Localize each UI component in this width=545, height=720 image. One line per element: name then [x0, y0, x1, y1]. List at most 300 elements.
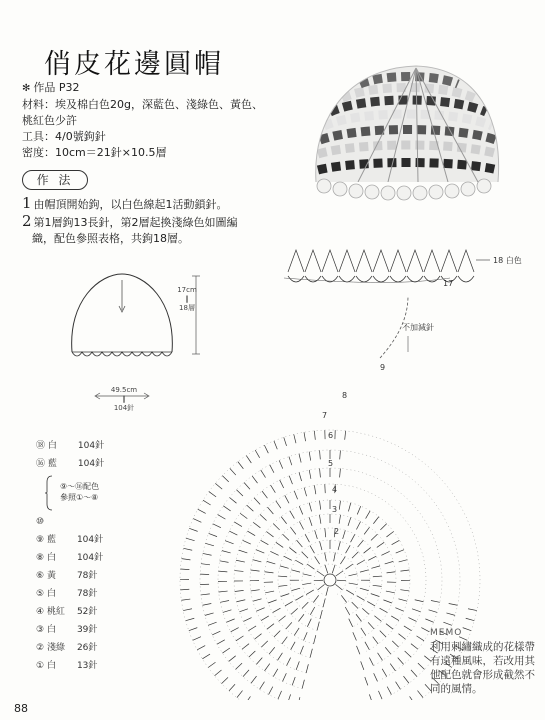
stitch-mark [302, 583, 311, 584]
stitch-mark [236, 560, 245, 562]
stitch-mark [183, 548, 192, 550]
no-change-label: 不加減針 [402, 323, 434, 332]
stitch-mark [242, 644, 249, 650]
stitch-mark [253, 522, 260, 527]
stitch-mark [404, 626, 412, 631]
stitch-mark [415, 600, 424, 602]
round-number: ① [36, 661, 45, 671]
round-color: 白 [47, 441, 57, 451]
stitch-mark [320, 541, 322, 550]
step-2-number: 2 [22, 212, 32, 230]
hat-photo [298, 64, 508, 202]
round-count: 26針 [76, 643, 98, 653]
stitch-mark [314, 431, 315, 440]
stitch-mark [201, 564, 210, 565]
stitch-mark [385, 647, 391, 654]
stitch-mark [264, 445, 268, 453]
stitch-mark [403, 676, 408, 683]
stitch-mark [365, 642, 369, 650]
stitch-mark [256, 608, 264, 612]
stitch-mark [281, 594, 290, 597]
edge-scallop [373, 276, 389, 282]
stitch-mark [220, 601, 229, 603]
stitch-mark [267, 561, 276, 564]
stitch-mark [358, 540, 364, 547]
stitch-mark [383, 600, 391, 603]
stitch-mark [238, 462, 244, 469]
stitch-mark [239, 609, 247, 612]
stitch-mark [182, 559, 191, 560]
stitch-mark [325, 553, 327, 562]
stitch-mark [380, 608, 388, 612]
round-line [314, 564, 346, 595]
stitch-mark [345, 431, 346, 440]
stitch-mark [346, 564, 353, 569]
stitch-mark [247, 505, 254, 511]
stitch-mark [243, 618, 251, 622]
stitch-mark [276, 542, 283, 547]
hat-circ: 49.5cm [110, 386, 138, 394]
stitch-mark [346, 545, 351, 553]
stitch-mark [357, 560, 365, 564]
stitch-mark [243, 540, 251, 544]
round-2-label: 2 [334, 527, 340, 536]
stitch-mark [466, 618, 475, 620]
stitch-mark [309, 517, 312, 526]
stitch-mark [251, 570, 260, 571]
stitch-mark [261, 540, 269, 544]
stitch-mark [340, 468, 341, 477]
stitch-mark [261, 470, 266, 478]
stitch-mark [345, 607, 349, 615]
stitch-mark [373, 637, 378, 644]
stitch-mark [339, 515, 340, 524]
round-number: ⑥ [36, 571, 45, 581]
round-color: 白 [46, 661, 56, 671]
stitch-mark [299, 454, 301, 463]
stitch-mark [396, 682, 401, 690]
stitch-mark [326, 587, 328, 596]
asterisk-icon: ✻ [22, 83, 31, 94]
stitch-mark [364, 548, 371, 554]
stitch-mark [361, 661, 364, 669]
stitch-mark [223, 610, 232, 613]
stitch-mark [304, 488, 306, 497]
stitch-mark [279, 460, 283, 468]
stitch-mark [315, 530, 318, 539]
stitch-mark [230, 468, 236, 475]
stitch-mark [309, 503, 311, 512]
stitch-mark [273, 669, 278, 677]
stitch-mark [405, 651, 412, 657]
round-color: 白 [46, 625, 56, 635]
stitch-mark [261, 616, 269, 621]
row-18-label: 18 白色 [493, 256, 522, 265]
stitch-mark [278, 576, 287, 577]
stitch-mark [349, 619, 353, 627]
stitch-mark [220, 561, 229, 563]
chart-edge-pattern [284, 250, 474, 283]
stitch-mark [240, 513, 247, 518]
round-5-label: 5 [328, 459, 334, 468]
stitch-mark [315, 557, 320, 565]
page-number: 88 [14, 702, 28, 715]
round-line [250, 500, 410, 657]
stitch-mark [371, 566, 380, 568]
stitch-mark [243, 670, 249, 677]
stitch-mark [374, 673, 378, 681]
stitch-mark [468, 609, 477, 611]
stitch-mark [235, 590, 244, 591]
color-legend [36, 437, 104, 675]
stitch-mark [381, 551, 389, 555]
stitch-mark [229, 531, 237, 535]
legend-row [36, 455, 104, 473]
stitch-mark [411, 644, 418, 650]
stitch-mark [325, 565, 328, 574]
hat-circumference-label: 49.5cm ‖ 104針 [104, 386, 144, 413]
stitch-mark [209, 492, 216, 497]
stitch-mark [249, 651, 256, 657]
stitch-mark [386, 624, 393, 630]
round-count: 104針 [77, 441, 105, 451]
round-number: ② [36, 643, 45, 653]
edge-stitch [458, 250, 474, 272]
legend-row [36, 603, 104, 621]
round-line [200, 450, 460, 700]
stitch-mark [237, 691, 243, 698]
stitch-mark [215, 670, 222, 676]
stitch-mark [253, 560, 262, 562]
stitch-mark [395, 608, 403, 612]
stitch-mark [252, 476, 257, 483]
stitch-mark [385, 561, 394, 564]
stitch-mark [289, 476, 292, 484]
stitch-mark [349, 583, 358, 584]
stitch-mark [197, 646, 205, 650]
stitch-mark [367, 601, 375, 605]
stitch-mark [410, 696, 415, 700]
stitch-mark [348, 503, 350, 512]
stitch-mark [283, 673, 287, 681]
stitch-mark [202, 654, 210, 659]
stitch-mark [360, 570, 369, 572]
stitch-mark [248, 626, 256, 631]
round-line [234, 484, 426, 673]
legend-row [36, 657, 104, 675]
stitch-mark [253, 599, 262, 601]
stitch-mark [236, 663, 243, 669]
stitch-mark [334, 553, 336, 562]
stitch-mark [304, 432, 306, 441]
stitch-mark [449, 604, 458, 606]
edge-stitch [373, 250, 389, 272]
round-line [302, 552, 358, 607]
stitch-mark [201, 594, 210, 595]
stitch-mark [356, 614, 361, 621]
round-number: ⑧ [36, 553, 45, 563]
stitch-mark [203, 500, 211, 505]
memo-line-1: 利用刺繡織成的花樣帶 [430, 641, 535, 653]
stitch-mark [208, 622, 216, 625]
stitch-mark [276, 501, 281, 508]
stitch-mark [352, 602, 358, 608]
stitch-mark [281, 517, 286, 524]
stitch-mark [356, 522, 360, 530]
stitch-mark [222, 648, 229, 653]
stitch-mark [366, 511, 371, 519]
stitch-mark [417, 691, 423, 698]
memo-line-2: 有遠種風味，若改用其 [430, 655, 535, 667]
stitch-mark [390, 664, 395, 671]
stitch-mark [280, 566, 289, 568]
stitch-mark [209, 533, 217, 536]
stitch-mark [183, 609, 192, 611]
round-color: 黃 [46, 571, 56, 581]
edge-scallop [390, 276, 406, 282]
stitch-mark [369, 658, 373, 666]
stitch-mark [223, 506, 230, 511]
stitch-mark [292, 677, 295, 685]
legend-row-10: ⑩ [36, 517, 45, 527]
memo-line-3: 他配色就會形成截然不 [430, 669, 535, 681]
stitch-mark [317, 622, 319, 631]
stitch-mark [360, 588, 369, 590]
stitch-mark [386, 591, 395, 593]
edge-stitch [441, 250, 457, 272]
hat-height-label: 17cm ‖ 18層 [172, 286, 202, 313]
stitch-mark [387, 572, 396, 573]
stitch-mark [218, 515, 226, 520]
brace-icon [44, 475, 54, 511]
round-count: 104針 [77, 459, 105, 469]
stitch-mark [219, 591, 228, 592]
stitch-mark [306, 590, 314, 595]
stitch-mark [323, 598, 325, 607]
stitch-mark [357, 646, 360, 654]
stitch-mark [289, 548, 296, 554]
legend-row [36, 585, 104, 603]
stitch-mark [351, 534, 355, 542]
stitch-mark [429, 610, 438, 613]
stitch-mark [309, 470, 311, 479]
stitch-mark [283, 534, 289, 540]
stitch-mark [318, 584, 325, 590]
round-color: 桃紅 [46, 607, 65, 617]
round-color: 白 [46, 553, 56, 563]
stitch-mark [431, 601, 440, 603]
stitch-mark [284, 437, 287, 446]
round-3-label: 3 [332, 505, 338, 514]
stitch-mark [387, 687, 391, 695]
stitch-mark [222, 476, 228, 482]
edge-stitch [305, 250, 321, 272]
legend-row [36, 639, 104, 657]
stitch-mark [237, 600, 246, 602]
stitch-mark [374, 616, 381, 622]
round-count: 78針 [76, 589, 98, 599]
stitch-mark [341, 595, 346, 602]
stitch-mark [357, 596, 365, 601]
stitch-mark [399, 560, 408, 562]
stitch-mark [229, 656, 236, 662]
stitch-mark [208, 662, 215, 667]
round-number: ③ [36, 625, 45, 635]
stitch-mark [226, 619, 234, 622]
stitch-mark [203, 553, 212, 555]
stitch-mark [189, 628, 197, 631]
stitch-mark [289, 457, 292, 466]
stitch-mark [310, 545, 315, 553]
stitch-mark [320, 501, 321, 510]
memo-box [430, 626, 542, 696]
stitch-mark [340, 557, 345, 565]
stitch-mark [302, 680, 304, 689]
stitch-mark [274, 631, 280, 637]
legend-row [36, 531, 104, 549]
stitch-mark [273, 608, 281, 612]
stitch-mark [269, 687, 273, 695]
stitch-mark [371, 534, 377, 540]
stitch-mark [193, 519, 201, 523]
stitch-mark [288, 694, 291, 700]
edge-stitch [424, 250, 440, 272]
stitch-mark [371, 594, 380, 597]
stitch-mark [392, 641, 398, 647]
stitch-mark [302, 602, 308, 608]
round-count: 52針 [76, 607, 98, 617]
round-4-label: 4 [332, 485, 338, 494]
stitch-mark [254, 498, 260, 505]
stitch-mark [303, 574, 312, 576]
tools-line: 工具：4/0號鉤針 [22, 130, 106, 143]
stitch-mark [212, 631, 220, 635]
stitch-mark [295, 560, 303, 564]
stitch-mark [305, 534, 309, 542]
stitch-mark [425, 619, 433, 622]
stitch-mark [391, 616, 399, 621]
memo-line-4: 同的風情。 [430, 683, 483, 695]
stitch-mark [353, 632, 357, 640]
stitch-mark [335, 584, 342, 590]
center-ring [324, 574, 336, 586]
stitch-mark [368, 556, 376, 560]
stitch-mark [307, 564, 314, 569]
stitch-mark [291, 642, 295, 650]
stitch-mark [285, 601, 293, 605]
stitch-mark [340, 450, 341, 459]
stitch-mark [378, 691, 382, 699]
stitch-mark [271, 485, 276, 493]
stitch-mark [299, 522, 303, 530]
stitch-mark [297, 540, 303, 547]
stitch-mark [213, 524, 221, 528]
legend-row [36, 567, 104, 585]
stitch-mark [230, 497, 237, 503]
round-count: 78針 [76, 571, 98, 581]
edge-stitch [322, 250, 338, 272]
stitch-mark [380, 524, 386, 530]
stitch-mark [368, 622, 374, 629]
stitch-mark [408, 618, 416, 622]
method-badge: 作 法 [22, 170, 88, 190]
stitch-mark [362, 608, 369, 614]
stitch-mark [304, 632, 308, 640]
stitch-mark [369, 694, 372, 700]
stitch-mark [205, 543, 214, 546]
stitch-mark [229, 684, 235, 691]
edge-stitch [356, 250, 372, 272]
round-color: 藍 [46, 535, 56, 545]
stitch-mark [267, 624, 274, 630]
stitch-mark [417, 636, 425, 641]
stitch-mark [186, 618, 195, 620]
hat-height: 17cm [177, 286, 197, 294]
legend-row [36, 549, 104, 567]
stitch-mark [364, 527, 369, 534]
stitch-mark [280, 480, 284, 488]
stitch-mark [443, 622, 451, 625]
stitch-mark [314, 635, 316, 644]
round-color: 白 [46, 589, 56, 599]
stitch-mark [320, 468, 321, 477]
legend-note [36, 473, 104, 513]
stitch-mark [217, 640, 225, 644]
step-2-text-2: 織，配色參照表格，共鉤18層。 [32, 232, 189, 245]
stitch-mark [291, 608, 298, 614]
stitch-mark [287, 658, 291, 666]
stitch-mark [298, 697, 300, 700]
round-number: ④ [36, 607, 45, 617]
round-number: ⑯ [36, 459, 46, 469]
edge-stitch [339, 250, 355, 272]
stitch-mark [373, 576, 382, 577]
stitch-mark [231, 628, 239, 632]
stitch-mark [291, 588, 300, 590]
stitch-mark [284, 556, 292, 560]
materials-info [22, 80, 282, 161]
materials-line-1: 材料：埃及棉白色20g，深藍色、淺綠色、黃色、 [22, 98, 263, 111]
stitch-mark [382, 669, 387, 677]
stitch-mark [215, 483, 222, 489]
stitch-mark [309, 452, 310, 461]
stitch-mark [411, 670, 417, 677]
hat-sts: 104針 [113, 404, 135, 412]
stitch-mark [282, 637, 287, 644]
stitch-mark [418, 663, 425, 669]
edge-scallop [458, 276, 474, 282]
stitch-mark [361, 628, 366, 636]
hat-rows: 18層 [179, 304, 195, 312]
stitch-mark [380, 631, 386, 637]
stitch-mark [260, 514, 267, 520]
stitch-mark [446, 613, 455, 615]
stitch-mark [296, 596, 304, 601]
stitch-mark [348, 517, 351, 526]
stitch-mark [236, 490, 242, 496]
step-1-number: 1 [22, 194, 32, 212]
stitch-mark [320, 610, 322, 619]
stitch-mark [365, 677, 368, 685]
stitch-mark [386, 532, 393, 537]
stitch-mark [302, 552, 308, 558]
stitch-mark [274, 441, 277, 449]
stitch-mark [306, 664, 308, 673]
stitch-mark [290, 511, 295, 519]
stitch-mark [244, 482, 250, 489]
stitch-mark [262, 491, 267, 498]
edge-scallop [424, 276, 440, 282]
